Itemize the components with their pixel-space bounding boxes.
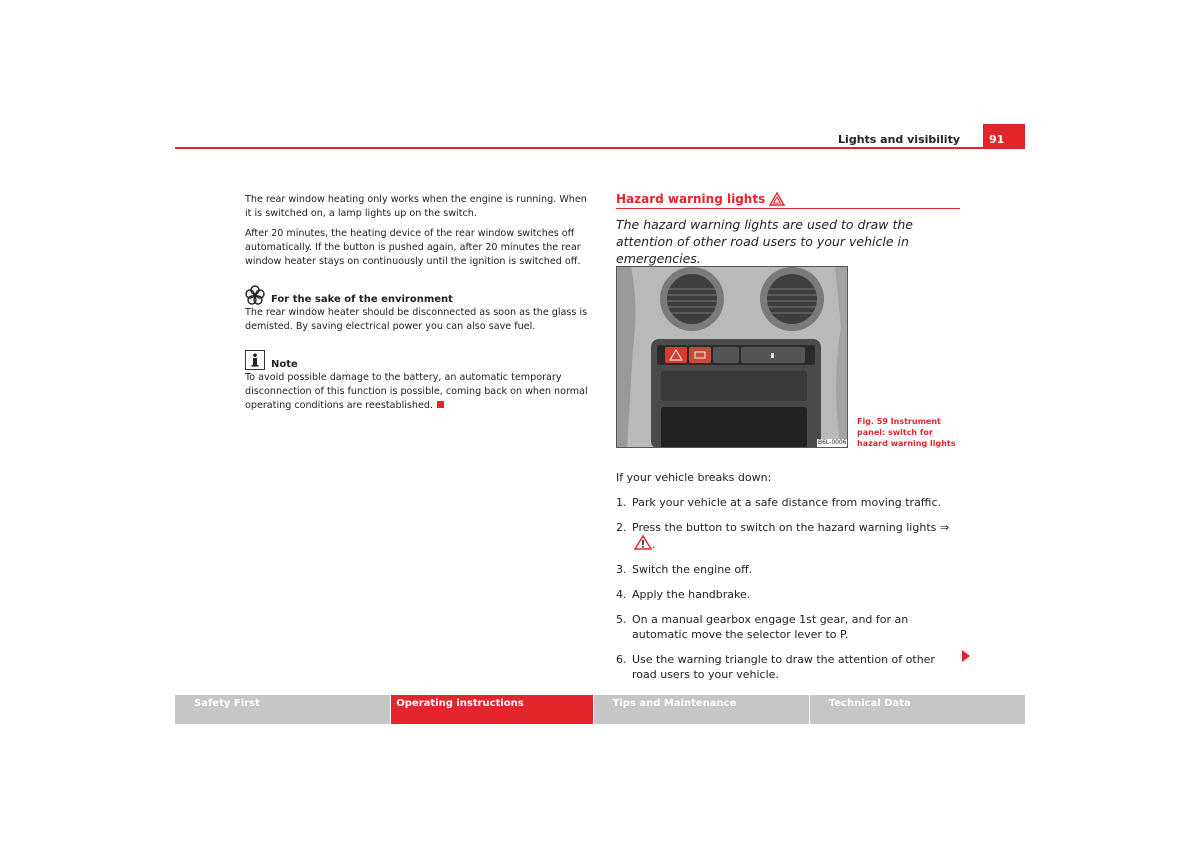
paragraph-rear-heating: The rear window heating only works when the engine is running. When it is switched on, a lamp lights up on the switch. xyxy=(245,194,587,219)
figure-code: B6L-0006 xyxy=(818,439,847,446)
list-item xyxy=(616,587,962,602)
section-title: Lights and visibility xyxy=(838,133,960,146)
step-number: 3. xyxy=(616,563,627,576)
note-heading-label: Note xyxy=(271,359,298,370)
figure-caption: Fig. 59 Instrument panel: switch for hazard warning lights xyxy=(857,417,956,448)
hazard-intro: The hazard warning lights are used to draw the attention of other road users to your vehicle in emergencies. xyxy=(616,217,913,266)
step-number: 4. xyxy=(616,588,627,601)
dashboard-illustration xyxy=(617,267,848,448)
note-text-block xyxy=(245,371,590,413)
list-item xyxy=(616,652,962,682)
steps-section xyxy=(616,470,962,692)
end-marker-icon xyxy=(437,401,444,408)
chapter-tabs xyxy=(175,695,1025,724)
hazard-heading-label: Hazard warning lights xyxy=(616,192,766,206)
list-item xyxy=(616,495,962,510)
note-text: To avoid possible damage to the battery, an automatic temporary disconnection of this function is possible, coming back on when normal operating conditions are reestablished. xyxy=(245,372,588,411)
step-text: On a manual gearbox engage 1st gear, and for an automatic move the selector lever to P. xyxy=(632,613,909,641)
warning-triangle-icon xyxy=(769,192,785,206)
left-column xyxy=(245,193,590,419)
tab-technical-data[interactable]: Technical Data xyxy=(810,695,1025,724)
warning-triangle-icon xyxy=(634,535,652,550)
tab-safety-first[interactable]: Safety First xyxy=(175,695,390,724)
step-text: Press the button to switch on the hazard warning lights ⇒ xyxy=(632,521,950,534)
flower-icon xyxy=(245,285,265,305)
list-item xyxy=(616,562,962,577)
step-text: Park your vehicle at a safe distance from moving traffic. xyxy=(632,496,941,509)
steps-list xyxy=(616,495,962,682)
instrument-panel-figure xyxy=(616,266,848,448)
list-item xyxy=(616,612,962,642)
steps-lead: If your vehicle breaks down: xyxy=(616,471,772,484)
right-column xyxy=(616,192,961,267)
step-text: Apply the handbrake. xyxy=(632,588,751,601)
environment-heading-label: For the sake of the environment xyxy=(271,294,453,305)
step-number: 5. xyxy=(616,613,627,626)
environment-text: The rear window heater should be disconnected as soon as the glass is demisted. By saving electrical power you can also save fuel. xyxy=(245,307,588,332)
step-number: 2. xyxy=(616,521,627,534)
step-text: Switch the engine off. xyxy=(632,563,753,576)
header-rule xyxy=(175,147,1025,149)
tab-tips-and-maintenance[interactable]: Tips and Maintenance xyxy=(594,695,809,724)
note-heading xyxy=(245,350,590,370)
step-text: Use the warning triangle to draw the attention of other road users to your vehicle. xyxy=(632,653,935,681)
page-number: 91 xyxy=(983,124,1025,148)
list-item: 2. Press the button to switch on the hazard warning lights ⇒ . xyxy=(616,521,950,551)
info-icon xyxy=(245,350,265,370)
step-number: 1. xyxy=(616,496,627,509)
hazard-heading xyxy=(616,192,960,209)
environment-heading xyxy=(245,285,590,305)
paragraph-auto-switch-off: After 20 minutes, the heating device of the rear window switches off automatically. If the button is pushed again, after 20 minutes the rear window heater stays on continuously until the ignition is switched off. xyxy=(245,228,581,267)
continue-arrow-icon xyxy=(962,650,970,662)
step-number: 6. xyxy=(616,653,627,666)
tab-operating-instructions[interactable]: Operating instructions xyxy=(391,695,592,724)
